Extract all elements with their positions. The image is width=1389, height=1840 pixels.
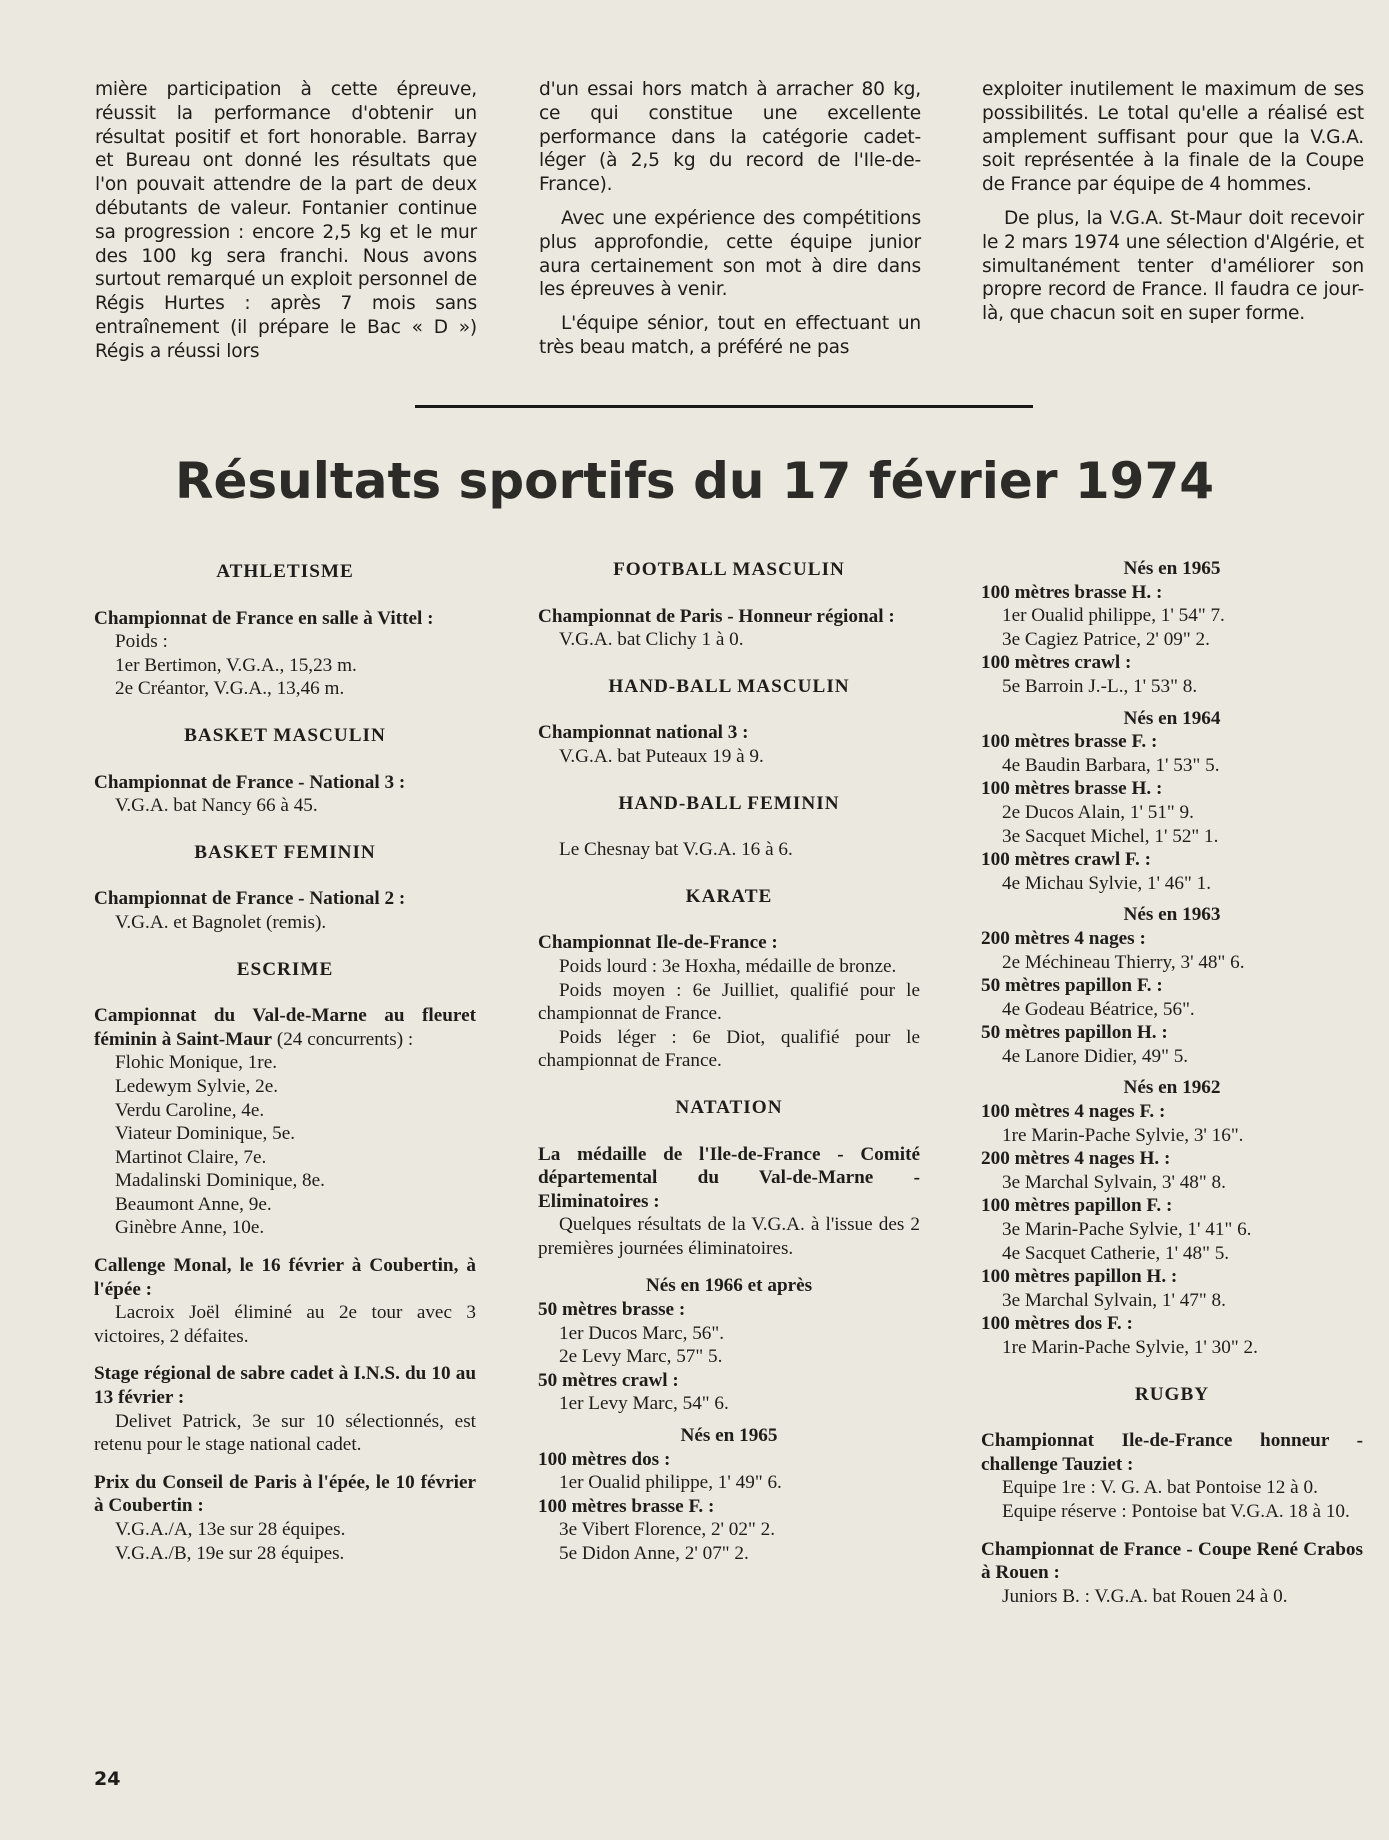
event-name: 50 mètres brasse : (538, 1299, 686, 1321)
result-block (94, 1362, 476, 1456)
event-name: 100 mètres 4 nages F. : (981, 1101, 1166, 1123)
event-name: 100 mètres papillon F. : (981, 1195, 1173, 1217)
result-line: V.G.A. bat Nancy 66 à 45. (115, 795, 318, 817)
result-block (538, 1274, 920, 1416)
page-number: 24 (94, 1768, 121, 1790)
top-column-1 (95, 78, 477, 374)
event-name: 100 mètres crawl : (981, 652, 1132, 674)
competition-title: La médaille de l'Ile-de-France - Comité départemental du Val-de-Marne - Eliminatoires : (538, 1143, 920, 1212)
section-heading: BASKET MASCULIN (184, 724, 386, 746)
result-line: Verdu Caroline, 4e. (115, 1099, 265, 1121)
result-line: 5e Didon Anne, 2' 07" 2. (559, 1543, 749, 1564)
event-name: 50 mètres papillon F. : (981, 975, 1163, 997)
result-block (538, 1143, 920, 1261)
results-section (981, 557, 1363, 1360)
result-text: Quelques résultats de la V.G.A. à l'issue des 2 premières journées éliminatoires. (538, 1214, 920, 1259)
result-line: 3e Marchal Sylvain, 1' 47" 8. (1002, 1289, 1226, 1311)
result-text: Poids moyen : 6e Juilliet, qualifié pour le championnat de France. (538, 979, 920, 1025)
event-name: 100 mètres dos F. : (981, 1313, 1133, 1335)
article-paragraph: exploiter inutilement le maximum de ses possibilités. Le total qu'elle a réalisé est amplement suffisant pour que la V.G.A. soit représentée à la finale de la Coupe de France par équipe de 4 hommes. (982, 79, 1364, 196)
result-text: Delivet Patrick, 3e sur 10 sélectionnés, est retenu pour le stage national cadet. (94, 1410, 476, 1456)
top-column-3 (982, 78, 1364, 336)
result-line: 2e Ducos Alain, 1' 51" 9. (1002, 801, 1194, 823)
result-block (538, 605, 920, 652)
age-category: Nés en 1963 (1123, 904, 1221, 926)
result-line: 3e Marin-Pache Sylvie, 1' 41" 6. (1002, 1219, 1252, 1241)
section-heading: HAND-BALL FEMININ (618, 792, 840, 814)
result-block (94, 771, 476, 818)
result-line: 1er Bertimon, V.G.A., 15,23 m. (115, 654, 357, 676)
result-text: Poids lourd : 3e Hoxha, médaille de bronze. (559, 955, 897, 977)
result-line: 1er Oualid philippe, 1' 54" 7. (1002, 605, 1225, 627)
result-block (981, 903, 1363, 1068)
section-heading: BASKET FEMININ (194, 841, 376, 863)
competition-title: Championnat Ile-de-France honneur - challenge Tauziet : (981, 1430, 1363, 1475)
result-line: V.G.A. et Bagnolet (remis). (115, 911, 327, 933)
section-heading: FOOTBALL MASCULIN (613, 559, 845, 580)
result-line: 3e Vibert Florence, 2' 02" 2. (559, 1519, 775, 1541)
result-block (538, 838, 920, 862)
result-text: Equipe 1re : V. G. A. bat Pontoise 12 à 0. (1002, 1477, 1318, 1499)
top-column-2 (539, 78, 921, 370)
result-text: Equipe réserve : Pontoise bat V.G.A. 18 à 10. (1002, 1500, 1350, 1522)
results-section (94, 724, 476, 818)
result-line: V.G.A./B, 19e sur 28 équipes. (115, 1542, 345, 1564)
results-section (538, 675, 920, 769)
result-line: 3e Marchal Sylvain, 3' 48" 8. (1002, 1171, 1226, 1193)
result-line: Poids : (115, 631, 168, 653)
event-name: 50 mètres papillon H. : (981, 1022, 1168, 1044)
result-line: V.G.A. bat Puteaux 19 à 9. (559, 745, 764, 767)
result-block (94, 607, 476, 701)
result-line: 1er Levy Marc, 54" 6. (559, 1393, 729, 1415)
result-line: 1re Marin-Pache Sylvie, 1' 30" 2. (1002, 1337, 1258, 1358)
page-headline: Résultats sportifs du 17 février 1974 (174, 452, 1215, 510)
result-block (94, 1471, 476, 1565)
event-name: 50 mètres crawl : (538, 1369, 679, 1391)
event-name: 200 mètres 4 nages H. : (981, 1148, 1171, 1170)
competition-title: Championnat de France en salle à Vittel : (94, 607, 434, 629)
competition-title: Prix du Conseil de Paris à l'épée, le 10 février à Coubertin : (94, 1471, 476, 1517)
result-line: 4e Godeau Béatrice, 56". (1002, 998, 1195, 1020)
result-block (981, 1429, 1363, 1523)
competition-title: Championnat de Paris - Honneur régional : (538, 605, 895, 627)
section-heading: NATATION (675, 1096, 783, 1118)
result-line: 4e Michau Sylvie, 1' 46" 1. (1002, 872, 1212, 894)
result-line: 1re Marin-Pache Sylvie, 3' 16". (1002, 1124, 1244, 1146)
age-category: Nés en 1966 et après (645, 1275, 813, 1297)
result-line: 4e Sacquet Catherie, 1' 48" 5. (1002, 1242, 1230, 1264)
result-line: Le Chesnay bat V.G.A. 16 à 6. (559, 839, 793, 861)
result-line: 2e Créantor, V.G.A., 13,46 m. (115, 678, 345, 700)
results-column-1 (94, 560, 476, 1588)
result-block (981, 557, 1363, 699)
section-heading: ATHLETISME (216, 561, 354, 582)
event-name: 200 mètres 4 nages : (981, 927, 1146, 949)
result-block (981, 1538, 1363, 1609)
competition-title: Callenge Monal, le 16 février à Coubertin, à l'épée : (94, 1255, 476, 1300)
result-block (94, 887, 476, 934)
results-section (538, 885, 920, 1073)
competition-title: Championnat national 3 : (538, 722, 749, 744)
result-line: Ginèbre Anne, 10e. (115, 1217, 265, 1239)
age-category: Nés en 1964 (1123, 707, 1221, 729)
age-category: Nés en 1962 (1123, 1077, 1221, 1099)
result-text: Lacroix Joël éliminé au 2e tour avec 3 victoires, 2 défaites. (94, 1302, 476, 1347)
result-line: Viateur Dominique, 5e. (115, 1123, 296, 1145)
results-section (538, 1096, 920, 1566)
result-block (94, 1004, 476, 1240)
event-name: 100 mètres brasse H. : (981, 778, 1163, 800)
competition-title: Championnat de France - Coupe René Crabos à Rouen : (981, 1538, 1363, 1584)
results-section (94, 560, 476, 701)
age-category: Nés en 1965 (1123, 558, 1221, 579)
result-line: 3e Cagiez Patrice, 2' 09" 2. (1002, 628, 1210, 650)
result-line: V.G.A./A, 13e sur 28 équipes. (115, 1519, 346, 1540)
result-block (538, 721, 920, 768)
result-line: Madalinski Dominique, 8e. (115, 1170, 325, 1192)
section-heading: ESCRIME (236, 958, 334, 980)
competition-title: Championnat de France - National 2 : (94, 888, 406, 910)
result-line: 5e Barroin J.-L., 1' 53" 8. (1002, 675, 1198, 697)
age-category: Nés en 1965 (680, 1425, 778, 1447)
event-name: 100 mètres brasse F. : (538, 1495, 715, 1517)
result-line: Juniors B. : V.G.A. bat Rouen 24 à 0. (1002, 1585, 1288, 1607)
result-line: Flohic Monique, 1re. (115, 1052, 278, 1074)
results-section (538, 558, 920, 652)
result-line: V.G.A. bat Clichy 1 à 0. (559, 629, 744, 651)
result-block (538, 931, 920, 1073)
divider-rule (415, 405, 1033, 408)
result-text: Poids léger : 6e Diot, qualifié pour le championnat de France. (538, 1026, 920, 1072)
competition-title: Campionnat du Val-de-Marne au fleuret féminin à Saint-Maur (24 concurrents) : (94, 1005, 476, 1050)
event-name: 100 mètres crawl F. : (981, 849, 1151, 871)
competition-title: Stage régional de sabre cadet à I.N.S. du 10 au 13 février : (94, 1363, 476, 1409)
article-paragraph: d'un essai hors match à arracher 80 kg, ce qui constitue une excellente performance dans la catégorie cadet-léger (à 2,5 kg du record de l'Ile-de-France). (539, 79, 921, 196)
competition-title-note: (24 concurrents) : (272, 1028, 414, 1050)
result-line: 2e Levy Marc, 57" 5. (559, 1346, 723, 1368)
results-section (94, 841, 476, 935)
result-line: 2e Méchineau Thierry, 3' 48" 6. (1002, 951, 1245, 973)
article-paragraph: Avec une expérience des compétitions plus approfondie, cette équipe junior aura certainement son mot à dire dans les épreuves à venir. (539, 207, 921, 301)
result-line: 1er Oualid philippe, 1' 49" 6. (559, 1472, 782, 1494)
result-line: 4e Baudin Barbara, 1' 53" 5. (1002, 754, 1220, 776)
event-name: 100 mètres brasse F. : (981, 731, 1158, 753)
result-line: Beaumont Anne, 9e. (115, 1193, 272, 1215)
result-block (538, 1424, 920, 1566)
article-paragraph: De plus, la V.G.A. St-Maur doit recevoir le 2 mars 1974 une sélection d'Algérie, et simultanément tenter d'améliorer son propre record de France. Il faudra ce jour-là, que chacun soit en super forme. (982, 207, 1364, 325)
section-heading: HAND-BALL MASCULIN (608, 675, 850, 697)
result-block (981, 1076, 1363, 1359)
event-name: 100 mètres papillon H. : (981, 1266, 1178, 1288)
results-column-2 (538, 558, 920, 1589)
event-name: 100 mètres brasse H. : (981, 581, 1163, 603)
result-line: 3e Sacquet Michel, 1' 52" 1. (1002, 825, 1219, 847)
article-paragraph: L'équipe sénior, tout en effectuant un très beau match, a préféré ne pas (539, 313, 921, 358)
result-line: Martinot Claire, 7e. (115, 1146, 267, 1168)
results-column-3 (981, 557, 1363, 1631)
section-heading: KARATE (685, 885, 773, 907)
result-block (981, 707, 1363, 896)
result-block (94, 1254, 476, 1348)
event-name: 100 mètres dos : (538, 1448, 671, 1470)
result-line: 4e Lanore Didier, 49" 5. (1002, 1045, 1189, 1067)
competition-title: Championnat de France - National 3 : (94, 771, 406, 793)
results-section (94, 958, 476, 1566)
article-paragraph: mière participation à cette épreuve, réussit la performance d'obtenir un résultat positif et fort honorable. Barray et Bureau ont donné les résultats que l'on pouvait attendre de la part de deux débutants de valeur. Fontanier continue sa progression : encore 2,5 kg et le mur des 100 kg sera franchi. Nous avons surtout remarqué un exploit personnel de Régis Hurtes : après 7 mois sans entraînement (il prépare le Bac « D ») Régis a réussi lors (95, 79, 477, 362)
result-line: 1er Ducos Marc, 56". (559, 1322, 725, 1344)
result-line: Ledewym Sylvie, 2e. (115, 1075, 279, 1097)
results-section (538, 792, 920, 862)
results-section (981, 1383, 1363, 1609)
competition-title: Championnat Ile-de-France : (538, 932, 778, 954)
section-heading: RUGBY (1134, 1383, 1210, 1405)
